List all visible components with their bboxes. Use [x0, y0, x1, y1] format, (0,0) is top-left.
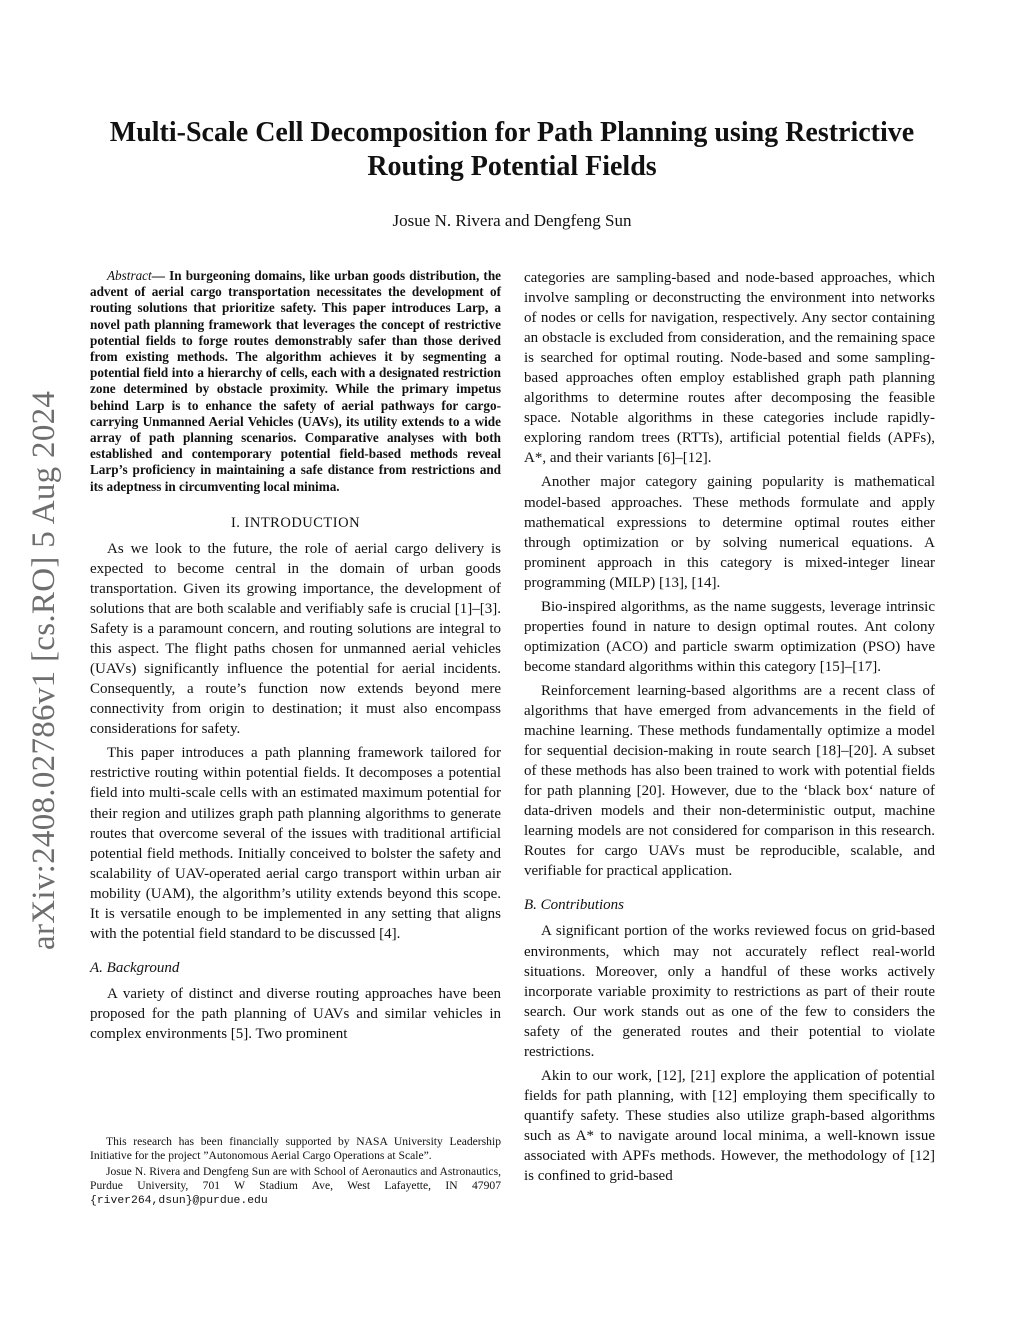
- contributions-paragraph-1: A significant portion of the works reviewed focus on grid-based environments, which may not accurately reflect real-world situations. Moreover, only a handful of these works actively incorporate variable proximity to restrictions as part of their route search. Our work stands out as one of the few to considers the safety of the generated routes and their potential to violate restrictions.: [524, 923, 935, 1060]
- abstract-dash: —: [151, 268, 170, 283]
- contributions-paragraph-2: Akin to our work, [12], [21] explore the application of potential fields for path planning, with [12] employing them specifically to quantify safety. These studies also utilize graph-based algorithms such as A* to navigate around local minima, a well-known issue associated with APFs methods. However, the methodology of [12] is confined to grid-based: [524, 1067, 935, 1185]
- author-emails: {river264,dsun}@purdue.edu: [90, 1195, 268, 1207]
- introduction-heading: I. INTRODUCTION: [230, 514, 361, 531]
- contributions-heading: B. Contributions: [524, 897, 625, 914]
- abstract-label: Abstract: [107, 268, 152, 283]
- authors: Josue N. Rivera and Dengfeng Sun: [392, 211, 632, 230]
- background-paragraph-2: categories are sampling-based and node-based approaches, which involve sampling or deconstructing the environment into networks of nodes or cells for navigation, respectively. Any sector containing an obstacle is excluded from consideration, and the remaining space is searched for optimal routing. Node-based and some sampling-based approaches often employ established graph path planning algorithms to determine routes after decomposing the feasible space. Notable algorithms in these categories include rapidly-exploring random trees (RTTs), artificial potential fields (APFs), A*, and their variants [6]–[12].: [524, 270, 935, 467]
- title-line-1: Multi-Scale Cell Decomposition for Path Planning using Restrictive: [109, 117, 915, 148]
- paper-title: [90, 116, 934, 184]
- background-paragraph-3: Another major category gaining popularity is mathematical model-based approaches. These methods formulate and apply mathematical expressions to determine optimal routes either through optimization or by solving numerical equations. A prominent approach in this category is mixed-integer linear programming (MILP) [13], [14].: [524, 474, 935, 591]
- background-paragraph-5: Reinforcement learning-based algorithms are a recent class of algorithms that have emerged from advancements in the field of machine learning. These methods fundamentally optimize a model for sequential decision-making in route search [18]–[20]. A subset of these methods has also been trained to work with potential fields for path planning [20]. However, due to the ‘black box‘ nature of data-driven models and their non-deterministic output, machine learning models are not considered for comparison in this research. Routes for cargo UAVs must be reproducible, scalable, and verifiable for practical application.: [524, 682, 935, 880]
- intro-paragraph-2: This paper introduces a path planning framework tailored for restrictive routing within potential fields. It decomposes a potential field into multi-scale cells with an estimated maximum potential for their region and utilizes graph path planning algorithms to generate routes that overcome several of the issues with traditional artificial potential field methods. Initially conceived to bolster the safety and scalability of UAV-operated aerial cargo transport within urban air mobility (UAM), the algorithm’s utility extends beyond this scope. It is versatile enough to be implemented in any setting that aligns with the potential field standard to be discussed [4].: [90, 745, 501, 942]
- affiliation-footnote: [90, 1165, 501, 1208]
- background-paragraph-1: A variety of distinct and diverse routing approaches have been proposed for the path planning of UAVs and similar vehicles in complex environments [5]. Two prominent: [90, 985, 501, 1042]
- footnotes: [90, 1135, 501, 1210]
- right-column: [524, 268, 935, 1190]
- abstract-text: In burgeoning domains, like urban goods distribution, the advent of aerial cargo transportation necessitates the development of routing solutions that prioritize safety. This paper introduces Larp, a novel path planning framework that leverages the concept of restrictive potential fields to forge routes demonstrably safer than those derived from existing methods. The algorithm achieves it by segmenting a potential field into a hierarchy of cells, each with a designated restriction zone determined by obstacle proximity. While the primary impetus behind Larp is to enhance the safety of aerial pathways for cargo-carrying Unmanned Aerial Vehicles (UAVs), its utility extends to a wide array of path planning scenarios. Comparative analyses with both established and contemporary potential field-based methods reveal Larp’s proficiency in maintaining a safe distance from restrictions and its adeptness in circumventing local minima.: [90, 268, 502, 494]
- affiliation-text: Josue N. Rivera and Dengfeng Sun are with School of Aeronautics and Astronautics, Purdue University, 701 W Stadium Ave, West Lafayette, IN 47907: [90, 1165, 501, 1192]
- background-heading: A. Background: [90, 959, 180, 976]
- intro-paragraph-1: As we look to the future, the role of aerial cargo delivery is expected to become central in the domain of urban goods transportation. Given its growing importance, the development of solutions that are both scalable and verifiably safe is crucial [1]–[3]. Safety is a paramount concern, and routing solutions are integral to this aspect. The flight paths chosen for unmanned aerial vehicles (UAVs) significantly influence the potential for aerial incidents. Consequently, a route’s function now extends beyond mere connectivity from origin to destination; it must also encompass considerations for safety.: [90, 540, 501, 738]
- background-paragraph-4: Bio-inspired algorithms, as the name suggests, leverage intrinsic properties found in nature to design optimal routes. Ant colony optimization (ACO) and particle swarm optimization (PSO) have become standard algorithms within this category [15]–[17].: [524, 598, 935, 675]
- abstract: [90, 268, 501, 495]
- title-line-2: Routing Potential Fields: [367, 151, 657, 182]
- arxiv-identifier: arXiv:2408.02786v1 [cs.RO] 5 Aug 2024: [26, 390, 62, 950]
- funding-footnote: This research has been financially supported by NASA University Leadership Initiative for the project ”Autonomous Aerial Cargo Operations at Scale”.: [90, 1135, 501, 1162]
- left-column: [90, 268, 501, 1048]
